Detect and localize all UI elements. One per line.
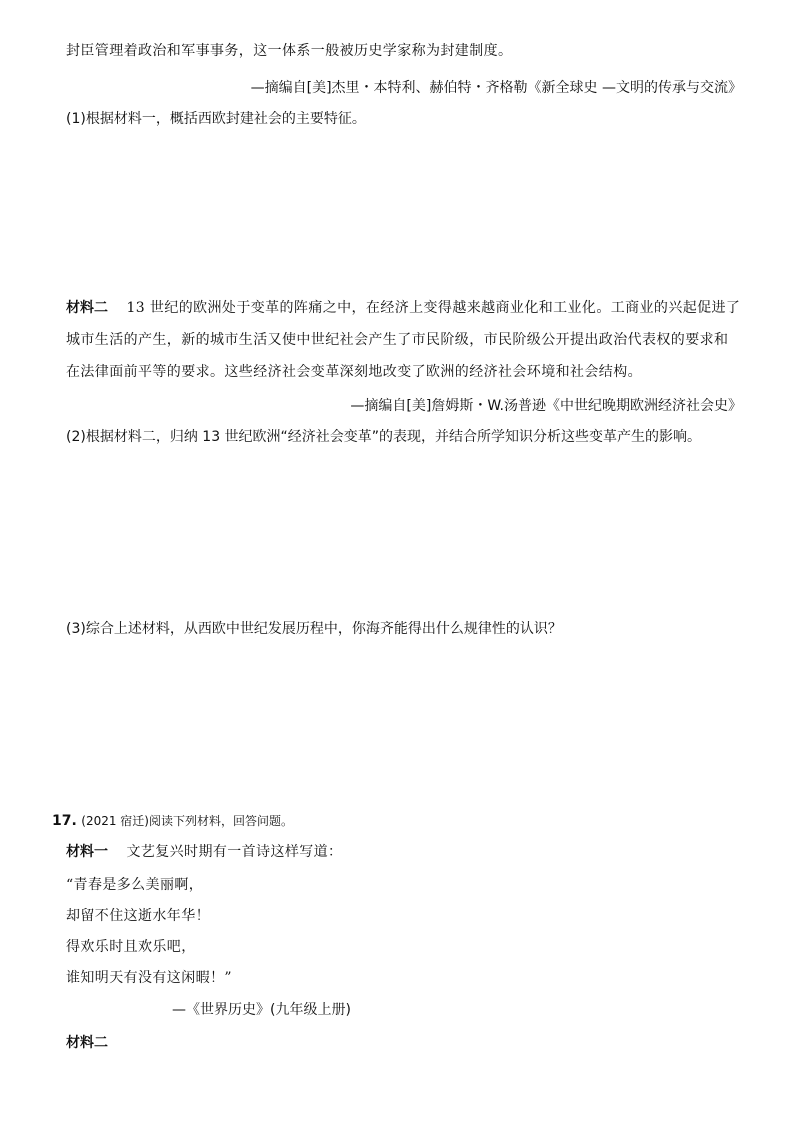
- q17-material1-intro: 文艺复兴时期有一首诗这样写道：: [126, 844, 343, 860]
- material2-text-3: 在法律面前平等的要求。这些经济社会变革深刻地改变了欧洲的经济社会环境和社会结构。: [66, 364, 642, 380]
- material2-text-2: 城市生活的产生，新的城市生活又使中世纪社会产生了市民阶级，市民阶级公开提出政治代表权的要求和: [66, 332, 729, 348]
- question-17-text: (2021 宿迁)阅读下列材料，回答问题。: [81, 814, 293, 828]
- material1-source: —摘编自[美]杰里・本特利、赫伯特・齐格勒《新全球史 —文明的传承与交流》: [250, 80, 742, 96]
- poem-line-4: 谁知明天有没有这闲暇！”: [66, 970, 232, 986]
- poem-line-2: 却留不住这逝水年华！: [66, 908, 210, 924]
- question-1: (1)根据材料一，概括西欧封建社会的主要特征。: [66, 111, 366, 127]
- q17-material1-source: —《世界历史》(九年级上册): [172, 1002, 351, 1018]
- q17-material2-label: 材料二: [66, 1035, 108, 1051]
- poem-line-3: 得欢乐时且欢乐吧，: [66, 939, 196, 955]
- question-3: (3)综合上述材料，从西欧中世纪发展历程中，你海齐能得出什么规律性的认识？: [66, 621, 562, 637]
- q17-material1-line: [66, 842, 342, 862]
- material2-paragraph-line-1: [66, 298, 740, 318]
- q17-material1-label: 材料一: [66, 844, 108, 860]
- question-17-number: 17.: [52, 813, 77, 829]
- material2-label: 材料二: [66, 300, 108, 316]
- poem-line-1: “青春是多么美丽啊，: [66, 877, 204, 893]
- question-2: (2)根据材料二，归纳 13 世纪欧洲“经济社会变革”的表现，并结合所学知识分析这些变革产生的影响。: [66, 429, 702, 445]
- material2-source: —摘编自[美]詹姆斯・W.汤普逊《中世纪晚期欧洲经济社会史》: [350, 398, 742, 414]
- material2-text-1: 13 世纪的欧洲处于变革的阵痛之中，在经济上变得越来越商业化和工业化。工商业的兴起促进了: [126, 300, 741, 316]
- question-17: [52, 811, 293, 831]
- material1-tail-text: 封臣管理着政治和军事事务，这一体系一般被历史学家称为封建制度。: [66, 43, 513, 59]
